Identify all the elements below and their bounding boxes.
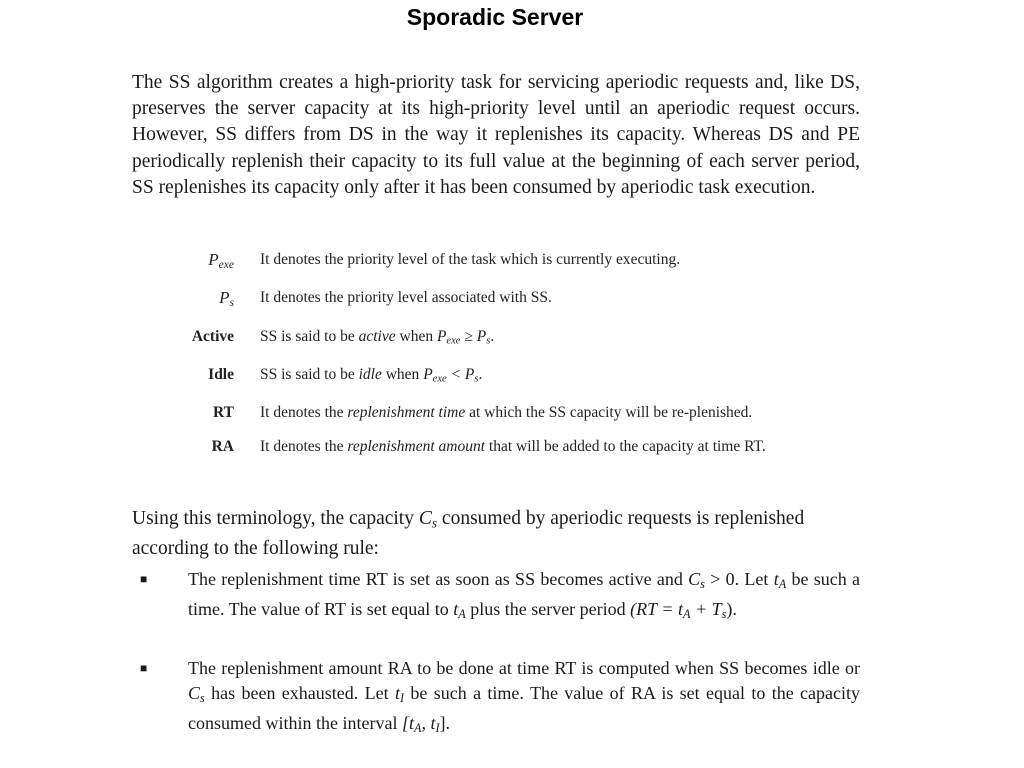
bullet-marker: ■ [140, 572, 148, 586]
bullet-text: The replenishment time RT is set as soon as SS becomes active and $C_s > 0$. Let $t_A$ be such a time. The value of RT is set equal to $t_A$ plus the server period $(RT = t_A + T_s)$. [188, 569, 860, 622]
definition-pexe [180, 250, 780, 275]
definition-term: RA [211, 437, 234, 455]
intro-paragraph: The SS algorithm creates a high-priority task for servicing aperiodic requests and, like DS, preserves the server capacity at its high-priority level until an aperiodic request occurs. However, SS differs from DS in the way it replenishes its capacity. Whereas DS and PE periodically replenish their capacity to its full value at the beginning of each server period, SS replenishes its capacity only after it has been consumed by aperiodic task execution. [132, 72, 860, 198]
rule-bullet-replenishment-time [132, 567, 860, 627]
definition-idle [180, 365, 780, 390]
bullet-marker: ■ [140, 661, 148, 675]
definition-text: It denotes the priority level associated with SS. [260, 289, 552, 307]
definition-ra [180, 437, 780, 457]
definition-term: Active [191, 327, 234, 345]
usage-paragraph: Using this terminology, the capacity $C_s$ consumed by aperiodic requests is replenished according to the following rule: [132, 508, 805, 559]
definition-term: RT [213, 404, 234, 421]
definition-active [180, 327, 780, 352]
slide-title: Sporadic Server [406, 4, 584, 30]
definition-text: It denotes the replenishment amount that will be added to the capacity at time RT. [260, 437, 766, 455]
definition-text: It denotes the priority level of the task which is currently executing. [260, 251, 681, 268]
definition-text: It denotes the replenishment time at which the SS capacity will be re-plenished. [260, 404, 753, 421]
definition-text: SS is said to be active when $P_{exe} \ge P_s$. [260, 327, 495, 347]
definition-term: $P_{exe}$ [208, 250, 234, 271]
bullet-text: The replenishment amount RA to be done at time RT is computed when SS becomes idle or $C_s$ has been exhausted. Let $t_I$ be such a time. The value of RA is set equal to the capacity consumed within the interval [$t_A$, $t_I$]. [188, 658, 860, 736]
definition-text: SS is said to be idle when $P_{exe} < P_s$. [260, 365, 483, 385]
definition-term: $P_s$ [219, 288, 234, 310]
definition-list [180, 250, 780, 457]
rule-bullet-replenishment-amount [132, 656, 860, 741]
definition-term: Idle [208, 365, 234, 383]
definition-ps [180, 288, 780, 313]
definition-rt [180, 403, 780, 423]
